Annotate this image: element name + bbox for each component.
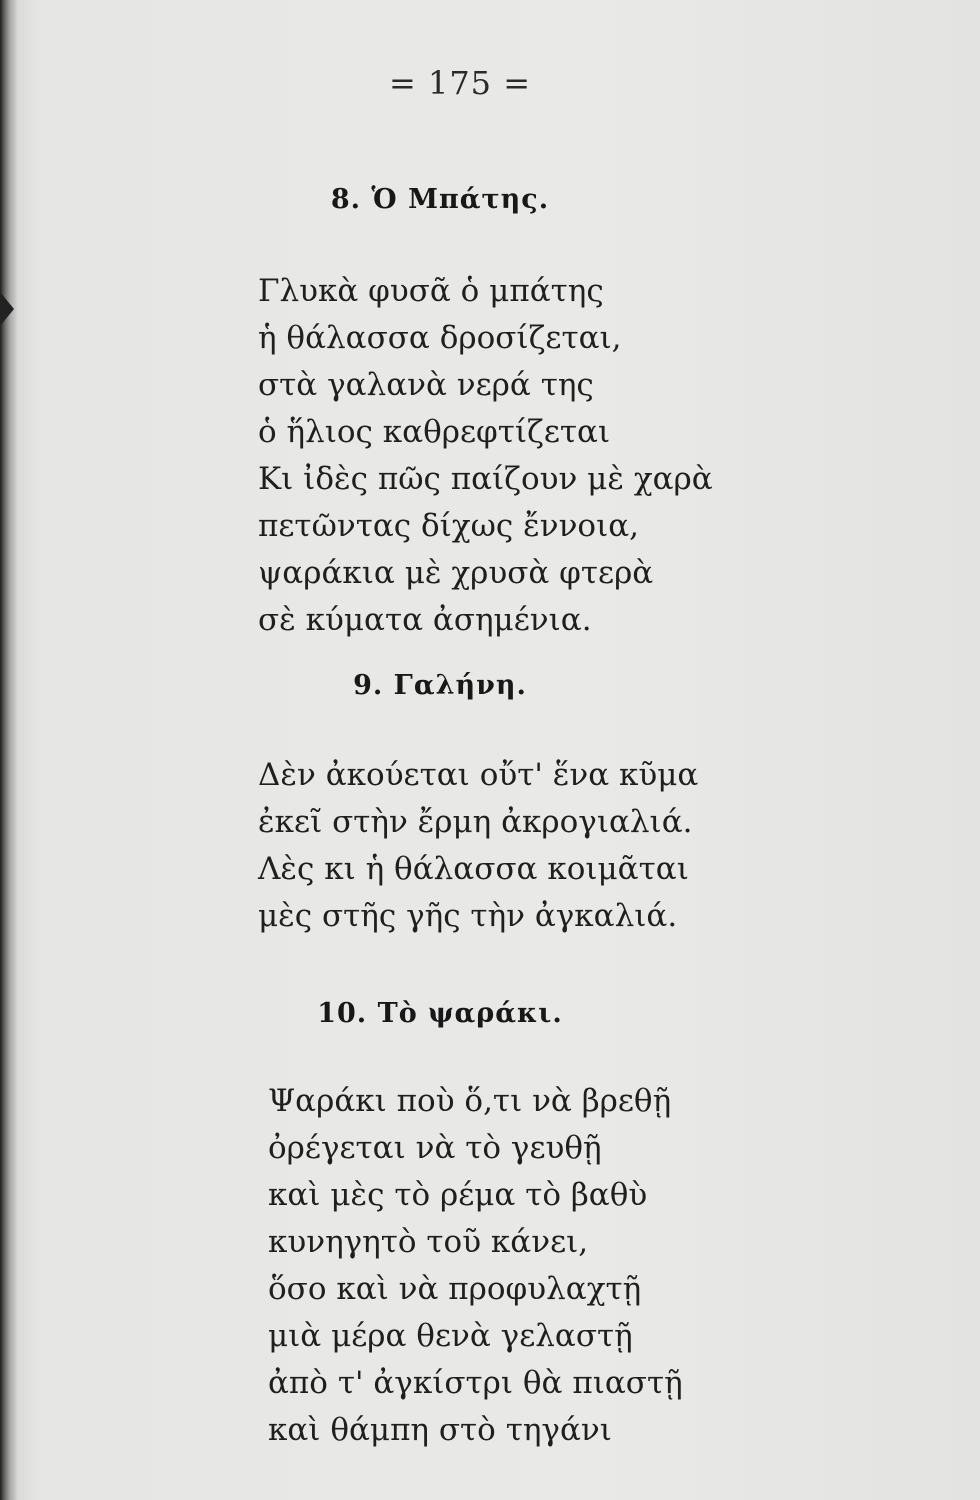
poem-line: ὅσο καὶ νὰ προφυλαχτῇ bbox=[268, 1271, 642, 1307]
poem-line: Δὲν ἀκούεται οὔτ' ἕνα κῦμα bbox=[258, 757, 699, 793]
poem-line: ἀπὸ τ' ἀγκίστρι θὰ πιαστῇ bbox=[268, 1365, 683, 1401]
poem-9 bbox=[258, 752, 698, 940]
section-title-8: 8. Ὁ Μπάτης. bbox=[330, 184, 550, 215]
poem-line: ἐκεῖ στὴν ἔρμη ἀκρογιαλιά. bbox=[258, 804, 693, 840]
poem-line: ἡ θάλασσα δροσίζεται, bbox=[258, 320, 622, 356]
poem-line: μὲς στῆς γῆς τὴν ἀγκαλιά. bbox=[258, 898, 678, 934]
poem-line: σὲ κύματα ἀσημένια. bbox=[258, 602, 592, 638]
poem-line: στὰ γαλανὰ νερά της bbox=[258, 367, 594, 403]
poem-line: Κι ἰδὲς πῶς παίζουν μὲ χαρὰ bbox=[258, 461, 713, 497]
poem-line: ψαράκια μὲ χρυσὰ φτερὰ bbox=[258, 555, 654, 591]
poem-line: ὁ ἥλιος καθρεφτίζεται bbox=[258, 414, 611, 450]
poem-line: Ψαράκι ποὺ ὅ,τι νὰ βρεθῇ bbox=[268, 1083, 672, 1119]
page-number: = 175 = bbox=[388, 64, 532, 102]
poem-line: κυνηγητὸ τοῦ κάνει, bbox=[268, 1224, 589, 1260]
poem-line: μιὰ μέρα θενὰ γελαστῇ bbox=[268, 1318, 633, 1354]
poem-line: καὶ θάμπη στὸ τηγάνι bbox=[268, 1412, 612, 1448]
poem-10 bbox=[268, 1078, 683, 1454]
poem-line: πετῶντας δίχως ἔννοια, bbox=[258, 508, 640, 544]
poem-line: Γλυκὰ φυσᾶ ὁ μπάτης bbox=[258, 273, 604, 309]
poem-line: ὀρέγεται νὰ τὸ γευθῇ bbox=[268, 1130, 602, 1166]
binding-edge bbox=[0, 0, 18, 1500]
poem-line: Λὲς κι ἡ θάλασσα κοιμᾶται bbox=[258, 851, 689, 887]
section-title-10: 10. Τὸ ψαράκι. bbox=[317, 998, 563, 1029]
poem-line: καὶ μὲς τὸ ρέμα τὸ βαθὺ bbox=[268, 1177, 648, 1213]
section-title-9: 9. Γαλήνη. bbox=[353, 670, 527, 701]
poem-8 bbox=[258, 268, 713, 644]
